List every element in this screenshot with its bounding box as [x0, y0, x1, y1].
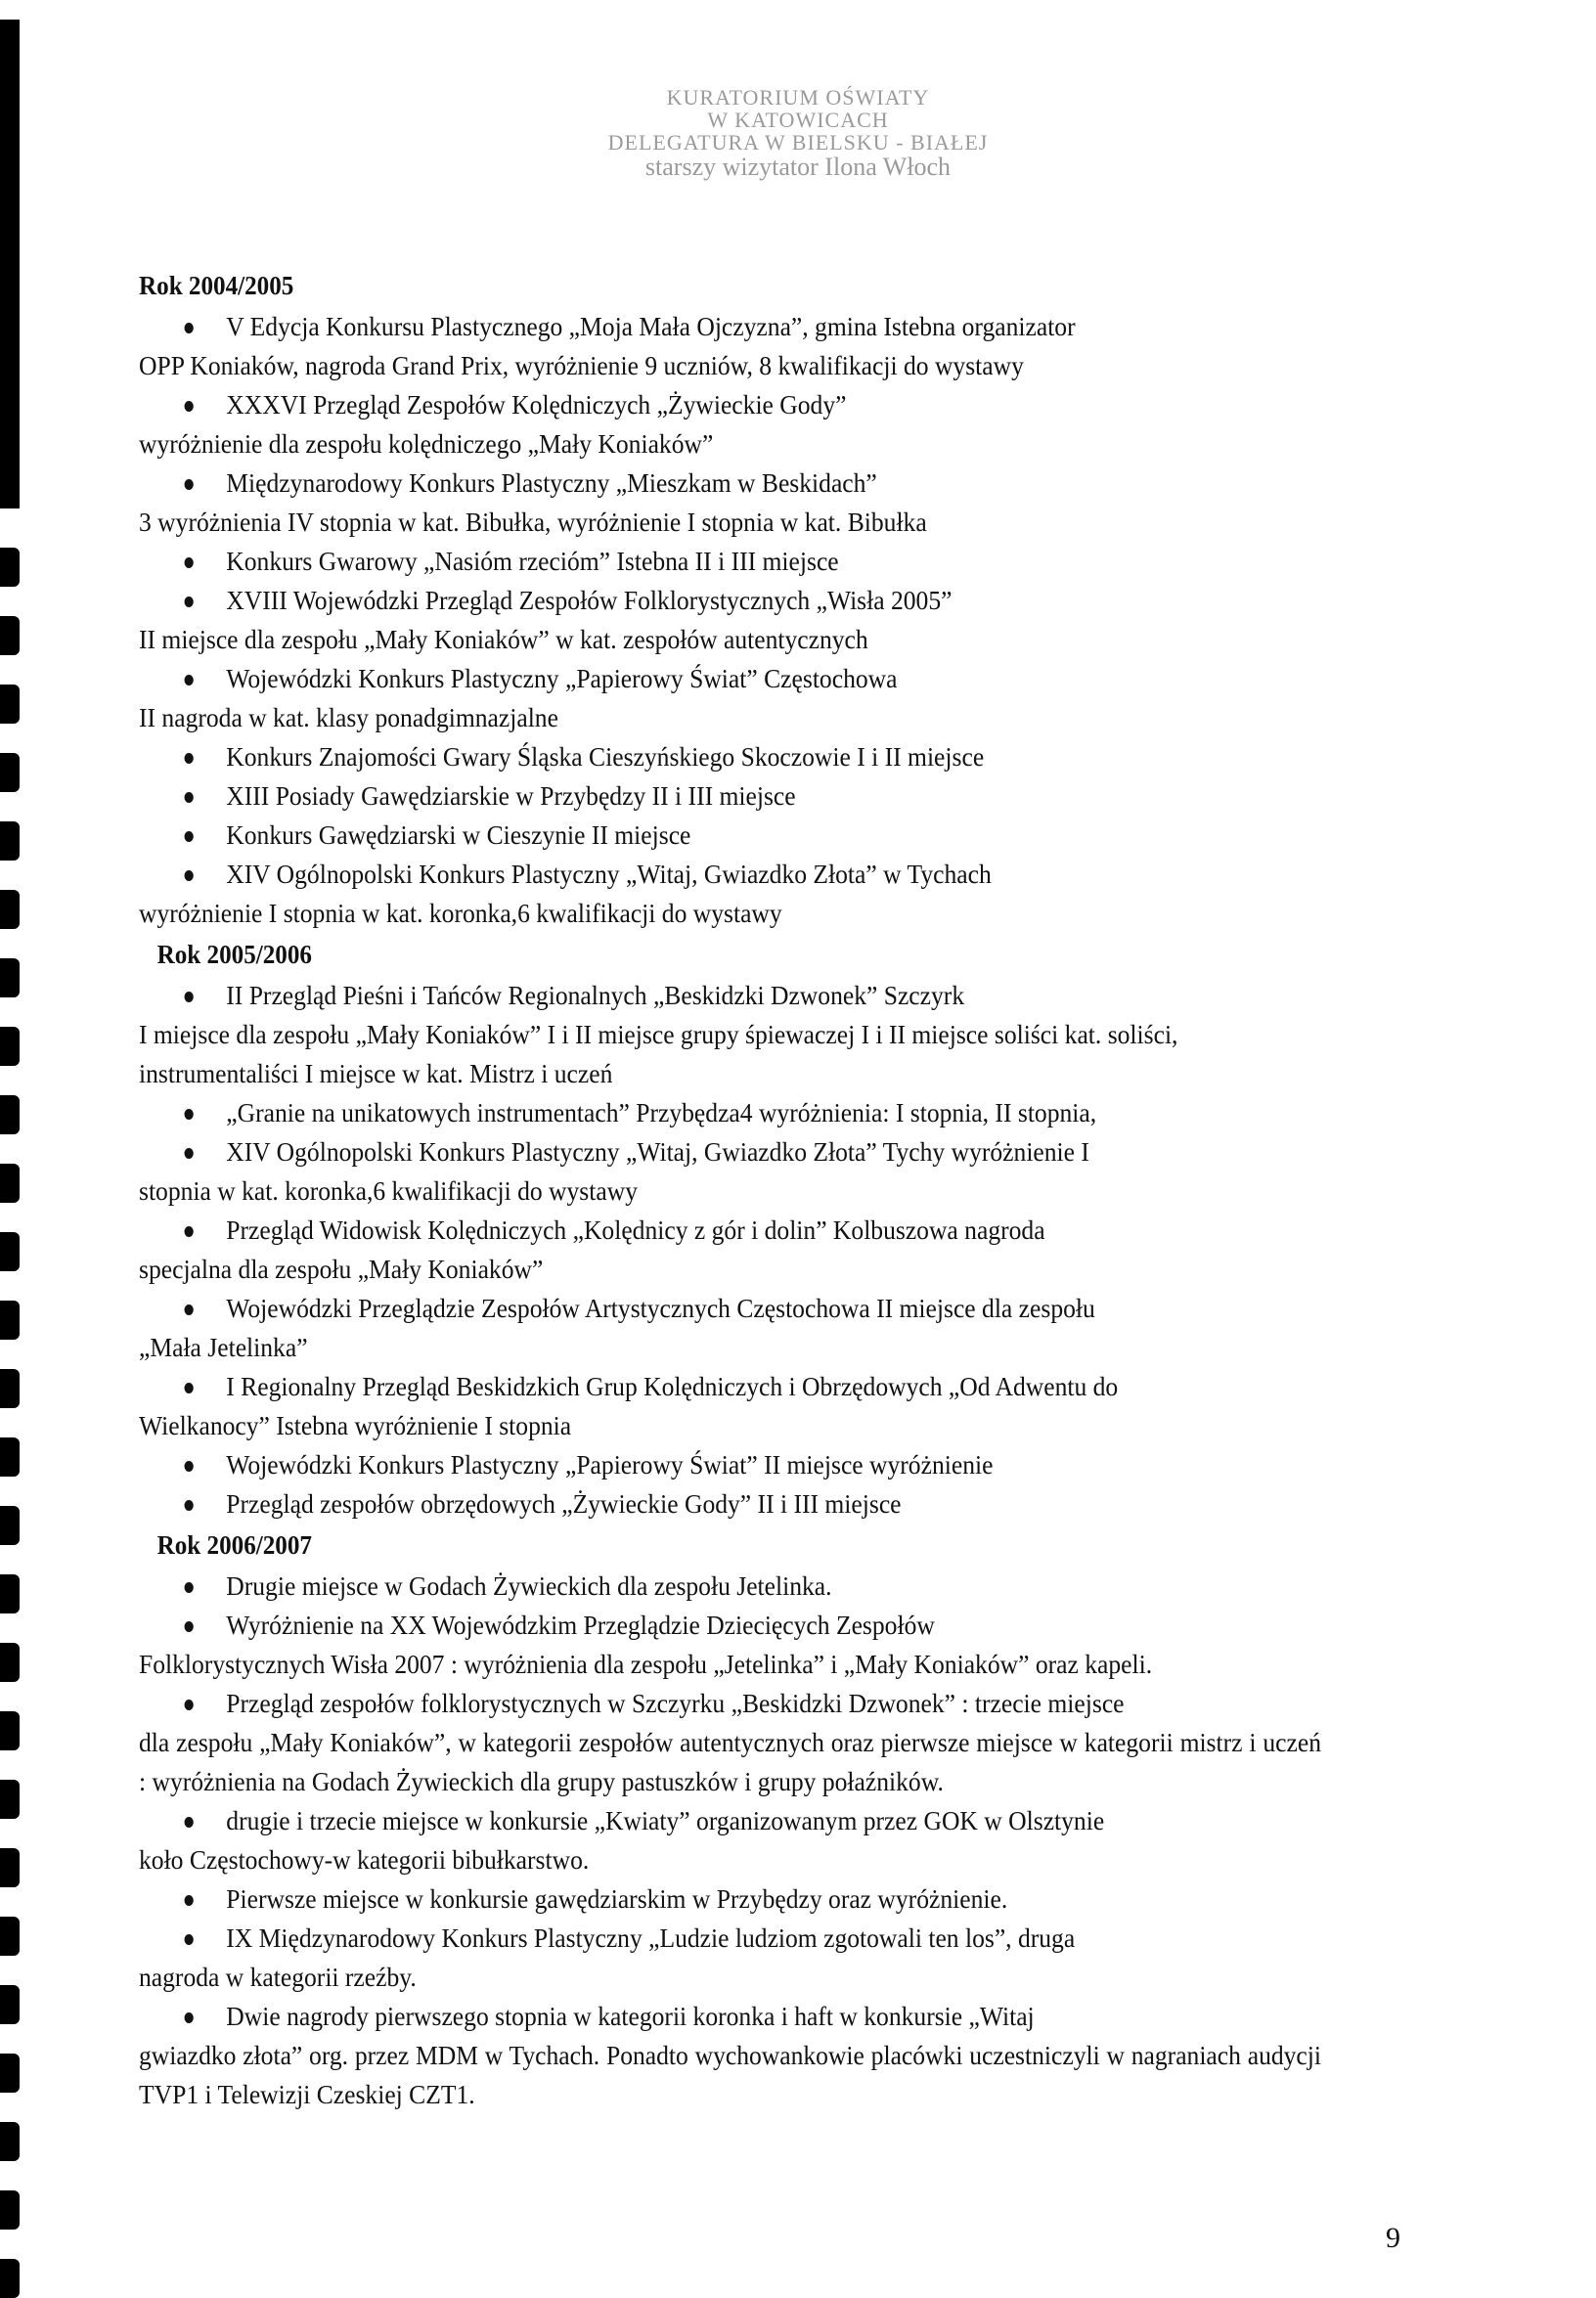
- list-item: [139, 1093, 1321, 1132]
- list-item: [139, 1445, 1321, 1484]
- bullet-icon: [185, 1109, 194, 1120]
- list-item-first-line: [139, 581, 1321, 620]
- binding-ring: [0, 1027, 20, 1066]
- bullet-icon: [185, 1383, 194, 1393]
- bullet-icon: [185, 1582, 194, 1593]
- binding-ring: [0, 2259, 20, 2298]
- bullet-icon: [185, 1461, 194, 1472]
- binding-ring: [0, 821, 20, 861]
- binding-ring: [0, 685, 20, 724]
- bullet-icon: [185, 870, 194, 881]
- page-number: 9: [1386, 2222, 1400, 2254]
- list-item-text: XIV Ogólnopolski Konkurs Plastyczny „Witaj, Gwiazdko Złota” Tychy wyróżnienie I: [226, 1136, 1089, 1167]
- bullet-icon: [185, 1148, 194, 1159]
- list-item: [139, 1606, 1321, 1684]
- list-item-first-line: [139, 1093, 1321, 1132]
- list-item-text: Przegląd zespołów obrzędowych „Żywieckie Gody” II i III miejsce: [226, 1488, 902, 1519]
- list-item: [139, 1367, 1321, 1445]
- list-item-text: Dwie nagrody pierwszego stopnia w kategorii koronka i haft w konkursie „Witaj: [226, 2001, 1035, 2031]
- binding-ring: [0, 1848, 20, 1887]
- list-item: [139, 1879, 1321, 1919]
- bullet-icon: [185, 753, 194, 764]
- list-item-first-line: [139, 1567, 1321, 1606]
- bullet-icon: [185, 831, 194, 842]
- list-item-first-line: [139, 307, 1321, 346]
- binding-ring: [0, 1301, 20, 1340]
- bullet-icon: [185, 323, 194, 333]
- list-item: [139, 976, 1321, 1093]
- list-item-continuation: wyróżnienie I stopnia w kat. koronka,6 kwalifikacji do wystawy: [139, 898, 782, 928]
- list-item: [139, 1484, 1321, 1524]
- list-item-text: II Przegląd Pieśni i Tańców Regionalnych „Beskidzki Dzwonek” Szczyrk: [226, 980, 965, 1010]
- list-item-text: Wojewódzki Konkurs Plastyczny „Papierowy Świat” Częstochowa: [226, 663, 898, 693]
- list-item-continuation: „Mała Jetelinka”: [139, 1332, 308, 1362]
- bullet-icon: [185, 792, 194, 803]
- list-item: [139, 1567, 1321, 1606]
- binding-ring: [0, 1437, 20, 1477]
- document-body: [139, 264, 1321, 2114]
- list-item-text: Wojewódzki Konkurs Plastyczny „Papierowy Świat” II miejsce wyróżnienie: [226, 1449, 994, 1480]
- list-item: [139, 1919, 1321, 1997]
- list-item-text: Międzynarodowy Konkurs Plastyczny „Mieszkam w Beskidach”: [226, 467, 877, 498]
- list-item-text: Przegląd Widowisk Kolędniczych „Kolędnicy z gór i dolin” Kolbuszowa nagroda: [226, 1215, 1045, 1245]
- list-item-continuation: Wielkanocy” Istebna wyróżnienie I stopnia: [139, 1410, 572, 1440]
- bullet-icon: [185, 479, 194, 490]
- list-item-first-line: [139, 385, 1321, 424]
- bullet-icon: [185, 992, 194, 1002]
- binding-ring: [0, 1711, 20, 1750]
- list-item: [139, 385, 1321, 464]
- bullet-icon: [185, 1304, 194, 1315]
- list-item-first-line: [139, 1801, 1321, 1840]
- list-item-text: XVIII Wojewódzki Przegląd Zespołów Folklorystycznych „Wisła 2005”: [226, 585, 953, 615]
- bullet-icon: [185, 1817, 194, 1828]
- list-item-text: XIV Ogólnopolski Konkurs Plastyczny „Witaj, Gwiazdko Złota” w Tychach: [226, 859, 992, 889]
- header-stamp: [0, 86, 1596, 181]
- bullet-icon: [185, 1500, 194, 1511]
- list-item-first-line: [139, 1879, 1321, 1919]
- binding-ring: [0, 1574, 20, 1613]
- list-item-first-line: [139, 1484, 1321, 1524]
- list-item-continuation: nagroda w kategorii rzeźby.: [139, 1962, 417, 1992]
- year-heading: Rok 2004/2005: [139, 271, 294, 300]
- list-item: [139, 1684, 1321, 1801]
- list-item-continuation: wyróżnienie dla zespołu kolędniczego „Mały Koniaków”: [139, 428, 714, 459]
- binding-ring: [0, 1369, 20, 1408]
- bullet-icon: [185, 1621, 194, 1632]
- list-item: [139, 737, 1321, 776]
- binding-ring: [0, 548, 20, 587]
- binding-ring: [0, 2190, 20, 2230]
- list-item-first-line: [139, 1919, 1321, 1958]
- list-item-continuation: OPP Koniaków, nagroda Grand Prix, wyróżnienie 9 uczniów, 8 kwalifikacji do wystawy: [139, 350, 1024, 380]
- binding-ring: [0, 1232, 20, 1271]
- list-item-text: Konkurs Gwarowy „Nasióm rzecióm” Istebna II i III miejsce: [226, 546, 839, 576]
- list-item-first-line: [139, 1367, 1321, 1406]
- list-item-first-line: [139, 1684, 1321, 1723]
- list-item-first-line: [139, 737, 1321, 776]
- year-heading: Rok 2006/2007: [156, 1530, 312, 1560]
- list-item-text: XXXVI Przegląd Zespołów Kolędniczych „Żywieckie Gody”: [226, 389, 847, 420]
- list-item-first-line: [139, 1289, 1321, 1328]
- bullet-icon: [185, 401, 194, 412]
- bullet-icon: [185, 1226, 194, 1237]
- list-item-text: I Regionalny Przegląd Beskidzkich Grup Kolędniczych i Obrzędowych „Od Adwentu do: [226, 1371, 1119, 1401]
- list-item: [139, 1289, 1321, 1367]
- list-item: [139, 307, 1321, 385]
- list-item-continuation: gwiazdko złota” org. przez MDM w Tychach. Ponadto wychowankowie placówki uczestniczyli w nagraniach audycji TVP1 i Telewizji Czeskiej CZT1.: [139, 2040, 1321, 2109]
- list-item-first-line: [139, 1606, 1321, 1645]
- list-item-text: Wojewódzki Przeglądzie Zespołów Artystycznych Częstochowa II miejsce dla zespołu: [226, 1293, 1095, 1323]
- binding-strip: [0, 0, 22, 2284]
- binding-ring: [0, 1643, 20, 1682]
- binding-ring: [0, 2122, 20, 2161]
- binding-ring: [0, 753, 20, 792]
- list-item-first-line: [139, 542, 1321, 581]
- list-item-text: Przegląd zespołów folklorystycznych w Szczyrku „Beskidzki Dzwonek” : trzecie miejsce: [226, 1688, 1125, 1718]
- list-item: [139, 1997, 1321, 2114]
- list-item-text: XIII Posiady Gawędziarskie w Przybędzy II i III miejsce: [226, 780, 796, 811]
- bullet-icon: [185, 1934, 194, 1945]
- list-item-continuation: dla zespołu „Mały Koniaków”, w kategorii zespołów autentycznych oraz pierwsze miejsce w kategorii mistrz i uczeń : wyróżnienia na Godach Żywieckich dla grupy pastuszków i grupy połaźników.: [139, 1727, 1321, 1796]
- list-item-continuation: I miejsce dla zespołu „Mały Koniaków” I i II miejsce grupy śpiewaczej I i II miejsce soliści kat. soliści, instrumentaliści I miejsce w kat. Mistrz i uczeń: [139, 1019, 1178, 1088]
- binding-ring: [0, 616, 20, 655]
- bullet-icon: [185, 2012, 194, 2023]
- stamp-line-1: KURATORIUM OŚWIATY: [666, 85, 930, 110]
- list-item: [139, 1801, 1321, 1879]
- list-item: [139, 659, 1321, 737]
- list-item-first-line: [139, 659, 1321, 698]
- list-item: [139, 1132, 1321, 1211]
- bullet-icon: [185, 1700, 194, 1710]
- list-item-first-line: [139, 1132, 1321, 1171]
- list-item-continuation: II nagroda w kat. klasy ponadgimnazjalne: [139, 702, 558, 732]
- list-item-first-line: [139, 855, 1321, 894]
- list-item-first-line: [139, 776, 1321, 816]
- year-heading: Rok 2005/2006: [156, 940, 312, 969]
- list-item-first-line: [139, 1997, 1321, 2036]
- list-item-text: IX Międzynarodowy Konkurs Plastyczny „Ludzie ludziom zgotowali ten los”, druga: [226, 1922, 1076, 1953]
- bullet-icon: [185, 597, 194, 607]
- binding-ring: [0, 2054, 20, 2093]
- list-item-first-line: [139, 1445, 1321, 1484]
- list-item-continuation: Folklorystycznych Wisła 2007 : wyróżnienia dla zespołu „Jetelinka” i „Mały Koniaków” oraz kapeli.: [139, 1649, 1153, 1679]
- list-item-text: drugie i trzecie miejsce w konkursie „Kwiaty” organizowanym przez GOK w Olsztynie: [226, 1805, 1105, 1835]
- list-item-continuation: II miejsce dla zespołu „Mały Koniaków” w kat. zespołów autentycznych: [139, 624, 868, 654]
- stamp-line-2: W KATOWICACH: [707, 108, 889, 133]
- list-item: [139, 581, 1321, 659]
- list-item-continuation: specjalna dla zespołu „Mały Koniaków”: [139, 1254, 544, 1284]
- stamp-line-4: starszy wizytator Ilona Włoch: [644, 153, 952, 182]
- binding-ring: [0, 958, 20, 997]
- list-item: [139, 542, 1321, 581]
- binding-ring: [0, 890, 20, 929]
- bullet-icon: [185, 557, 194, 568]
- binding-ring: [0, 1985, 20, 2024]
- bullet-icon: [185, 675, 194, 685]
- binding-ring: [0, 1095, 20, 1134]
- list-item-first-line: [139, 1211, 1321, 1250]
- list-item: [139, 816, 1321, 855]
- list-item-first-line: [139, 464, 1321, 503]
- list-item: [139, 1211, 1321, 1289]
- binding-ring: [0, 1780, 20, 1819]
- list-item-continuation: 3 wyróżnienia IV stopnia w kat. Bibułka, wyróżnienie I stopnia w kat. Bibułka: [139, 507, 927, 537]
- list-item-text: Drugie miejsce w Godach Żywieckich dla zespołu Jetelinka.: [226, 1570, 832, 1601]
- stamp-line-3: DELEGATURA W BIELSKU - BIAŁEJ: [607, 130, 989, 155]
- binding-ring: [0, 1917, 20, 1956]
- list-item-text: Konkurs Znajomości Gwary Śląska Cieszyńskiego Skoczowie I i II miejsce: [226, 741, 985, 772]
- bullet-icon: [185, 1895, 194, 1906]
- binding-ring: [0, 1164, 20, 1203]
- list-item-first-line: [139, 816, 1321, 855]
- list-item-continuation: stopnia w kat. koronka,6 kwalifikacji do wystawy: [139, 1175, 638, 1206]
- list-item-continuation: koło Częstochowy-w kategorii bibułkarstwo.: [139, 1844, 590, 1875]
- list-item-text: „Granie na unikatowych instrumentach” Przybędza4 wyróżnienia: I stopnia, II stopnia,: [226, 1097, 1097, 1127]
- binding-ring: [0, 1506, 20, 1545]
- list-item-text: Wyróżnienie na XX Wojewódzkim Przeglądzie Dziecięcych Zespołów: [226, 1610, 935, 1640]
- list-item: [139, 464, 1321, 542]
- list-item-text: Pierwsze miejsce w konkursie gawędziarskim w Przybędzy oraz wyróżnienie.: [226, 1883, 1008, 1914]
- list-item-text: V Edycja Konkursu Plastycznego „Moja Mała Ojczyzna”, gmina Istebna organizator: [226, 311, 1076, 341]
- list-item-first-line: [139, 976, 1321, 1015]
- list-item-text: Konkurs Gawędziarski w Cieszynie II miejsce: [226, 819, 691, 850]
- list-item: [139, 855, 1321, 933]
- list-item: [139, 776, 1321, 816]
